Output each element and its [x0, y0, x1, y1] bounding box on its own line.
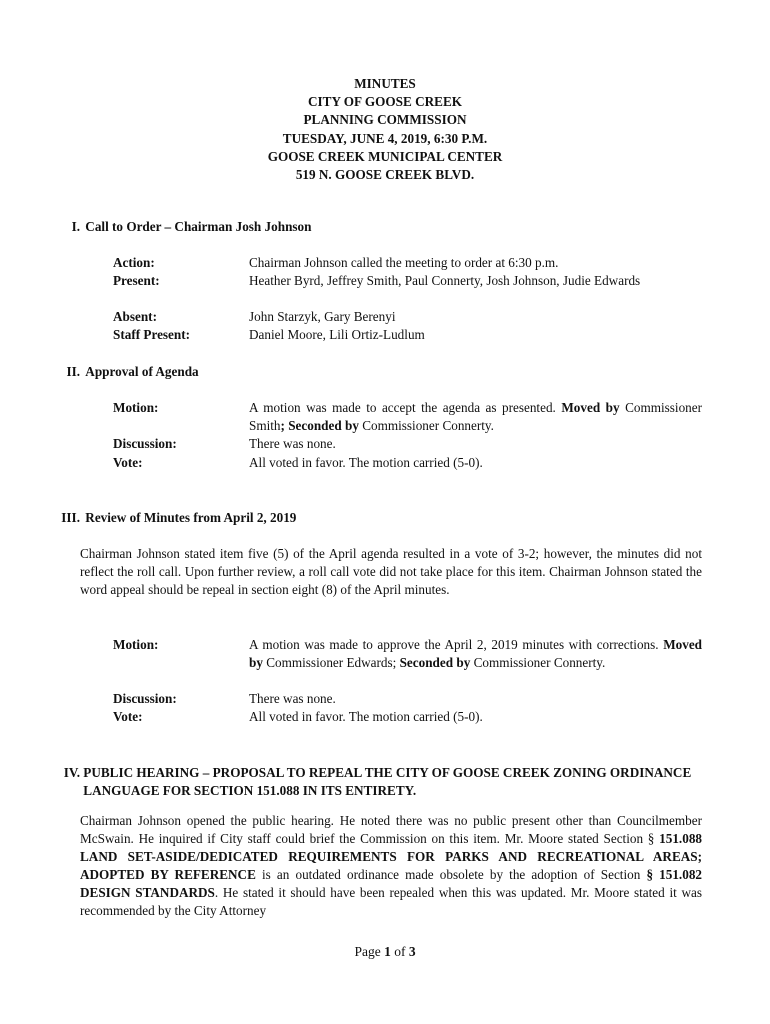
section-reference-bold: § 151.082 DESIGN STANDARDS — [80, 867, 703, 900]
vote-value: All voted in favor. The motion carried (5-0). — [249, 709, 483, 724]
discussion-value: There was none. — [249, 436, 336, 451]
page-number: 1 — [384, 944, 391, 959]
section-2-title — [50, 363, 710, 381]
minutes-header — [0, 75, 770, 184]
page-word: Page — [354, 944, 381, 959]
vote-label: Vote: — [113, 455, 143, 470]
motion-label: Motion: — [113, 400, 159, 415]
paragraph-text: . He stated it should have been repealed when this was updated. Mr. Moore stated it was recommended by the City Attorney — [80, 885, 702, 918]
motion-text: A motion was made to approve the April 2, 2019 minutes with corrections. — [249, 637, 659, 652]
motion-value — [249, 636, 702, 672]
page-total: 3 — [408, 944, 416, 959]
page-footer — [0, 943, 770, 961]
section-number: I. — [71, 219, 80, 234]
section-1-title — [50, 218, 710, 236]
staff-label: Staff Present: — [113, 327, 191, 342]
motion-text: A motion was made to accept the agenda as presented. — [249, 400, 556, 415]
header-line: GOOSE CREEK MUNICIPAL CENTER — [267, 148, 503, 164]
motion-value — [249, 399, 702, 435]
moved-by-label: Moved by — [249, 637, 703, 670]
section-number: III. — [61, 510, 80, 525]
seconded-by-label: ; Seconded by — [280, 418, 359, 433]
section-title-text: Call to Order – Chairman Josh Johnson — [85, 219, 312, 234]
action-label: Action: — [113, 255, 155, 270]
section-title-text: PUBLIC HEARING – PROPOSAL TO REPEAL THE CITY OF GOOSE CREEK ZONING ORDINANCE LANGUAGE FOR SECTION 151.088 IN ITS ENTIRETY. — [83, 765, 692, 798]
paragraph-text: Chairman Johnson opened the public hearing. He noted there was no public present other than Councilmember McSwain. He inquired if City staff could brief the Commission on this item. Mr. Moore stated Section § — [80, 813, 702, 846]
seconded-by-label: Seconded by — [399, 655, 471, 670]
present-label: Present: — [113, 273, 160, 288]
section-title-text: Review of Minutes from April 2, 2019 — [85, 510, 297, 525]
seconder-name: Commissioner Connerty. — [362, 418, 494, 433]
mover-name: Commissioner Edwards; — [266, 655, 397, 670]
public-hearing-paragraph — [80, 812, 702, 920]
header-line: TUESDAY, JUNE 4, 2019, 6:30 P.M. — [282, 130, 488, 146]
motion-label: Motion: — [113, 637, 159, 652]
section-number: IV. — [63, 765, 80, 780]
discussion-label: Discussion: — [113, 691, 177, 706]
section-reference-bold: 151.088 LAND SET-ASIDE/DEDICATED REQUIREMENTS FOR PARKS AND RECREATIONAL AREAS; ADOPTED BY REFERENCE — [80, 831, 702, 882]
seconder-name: Commissioner Connerty. — [473, 655, 606, 670]
section-number: II. — [66, 364, 80, 379]
review-paragraph: Chairman Johnson stated item five (5) of the April agenda resulted in a vote of 3-2; however, the minutes did not reflect the roll call. Upon further review, a roll call vote did not take place for this item. Chairman Johnson stated the word appeal should be repeal in section eight (8) of the April minutes. — [80, 546, 702, 597]
paragraph-text: is an outdated ordinance made obsolete by the adoption of Section — [255, 867, 647, 882]
header-line: 519 N. GOOSE CREEK BLVD. — [295, 167, 475, 183]
section-title-text: Approval of Agenda — [85, 364, 199, 379]
absent-label: Absent: — [113, 309, 157, 324]
vote-label: Vote: — [113, 709, 143, 724]
discussion-label: Discussion: — [113, 436, 177, 451]
header-line: PLANNING COMMISSION — [303, 112, 467, 128]
of-word: of — [394, 944, 406, 959]
action-value: Chairman Johnson called the meeting to order at 6:30 p.m. — [249, 255, 559, 270]
discussion-value: There was none. — [249, 691, 336, 706]
vote-value: All voted in favor. The motion carried (5-0). — [249, 455, 483, 470]
moved-by-label: Moved by — [561, 400, 620, 415]
mover-name: Commissioner Smith — [249, 400, 703, 433]
present-value: Heather Byrd, Jeffrey Smith, Paul Connerty, Josh Johnson, Judie Edwards — [249, 273, 641, 288]
header-line: CITY OF GOOSE CREEK — [308, 94, 462, 110]
section-4-title — [50, 764, 710, 800]
absent-value: John Starzyk, Gary Berenyi — [249, 309, 396, 324]
staff-value: Daniel Moore, Lili Ortiz-Ludlum — [249, 327, 425, 342]
header-line: MINUTES — [354, 76, 416, 91]
section-3-title — [50, 509, 710, 527]
